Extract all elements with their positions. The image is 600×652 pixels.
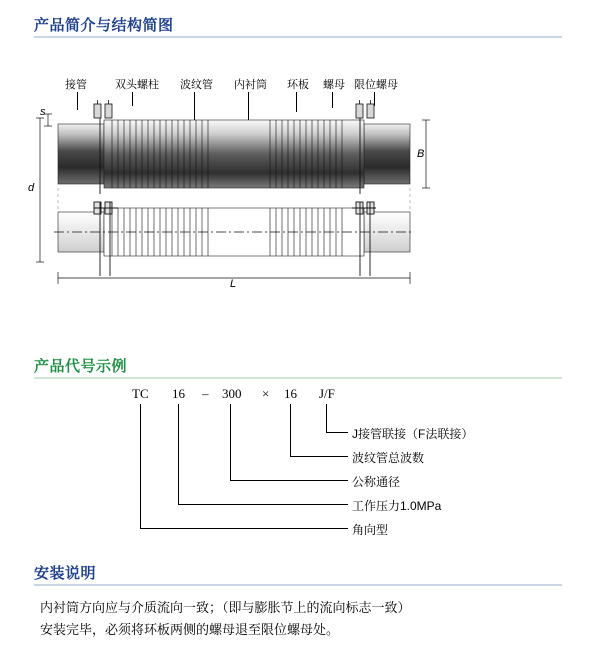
code-desc-type: 角向型	[352, 523, 389, 537]
code-leader-vertical-3	[230, 404, 231, 480]
code-token-waves: 16	[284, 386, 297, 401]
callout-label-jieguan: 接管	[65, 79, 87, 91]
code-leader-horizontal-1	[326, 432, 348, 433]
code-token-dash: –	[202, 386, 209, 401]
code-leader-horizontal-4	[178, 504, 348, 505]
section-title-install: 安装说明	[34, 565, 97, 582]
structure-diagram	[28, 62, 454, 292]
callout-label-luomu: 螺母	[323, 79, 345, 91]
code-desc-waves: 波纹管总波数	[352, 451, 425, 465]
callout-label-shuangtouluozhu: 双头螺柱	[115, 79, 159, 91]
install-instructions	[40, 597, 560, 641]
code-desc-connection: J接管联接（F法联接）	[352, 427, 474, 441]
dimension-label-s: s	[40, 106, 46, 118]
code-leader-horizontal-2	[290, 456, 348, 457]
code-leader-vertical-4	[178, 404, 179, 504]
dimension-label-B: B	[417, 148, 425, 160]
code-leader-vertical-1	[326, 404, 327, 432]
code-token-times: ×	[262, 386, 270, 401]
callout-label-huanban: 环板	[287, 79, 309, 91]
code-leader-vertical-5	[140, 404, 141, 528]
code-token-dn: 300	[222, 386, 242, 401]
dimension-label-d: d	[28, 182, 35, 194]
bellows-drawing-svg	[34, 62, 454, 292]
product-code-diagram	[34, 380, 474, 540]
code-leader-horizontal-5	[140, 528, 348, 529]
code-leader-vertical-2	[290, 404, 291, 456]
section-underline-intro	[34, 36, 562, 38]
section-title-code: 产品代号示例	[34, 358, 128, 375]
code-token-tc: TC	[132, 386, 149, 401]
callout-label-xianweiluomu: 限位螺母	[354, 79, 398, 91]
install-line-1: 内衬筒方向应与介质流向一致；（即与膨胀节上的流向标志一致）	[40, 600, 411, 615]
code-desc-pressure: 工作压力1.0MPa	[352, 499, 442, 513]
callout-label-neichentong: 内衬筒	[234, 79, 267, 91]
install-line-2: 安装完毕，必须将环板两侧的螺母退至限位螺母处。	[40, 622, 340, 637]
section-underline-install	[34, 584, 562, 586]
code-token-connection: J/F	[319, 386, 335, 401]
section-title-intro: 产品简介与结构简图	[34, 17, 174, 34]
code-leader-horizontal-3	[230, 480, 348, 481]
code-desc-dn: 公称通径	[352, 475, 401, 489]
dimension-label-L: L	[230, 278, 237, 290]
callout-label-bowenguan: 波纹管	[180, 79, 213, 91]
section-underline-code	[34, 377, 562, 379]
code-token-pressure: 16	[172, 386, 185, 401]
